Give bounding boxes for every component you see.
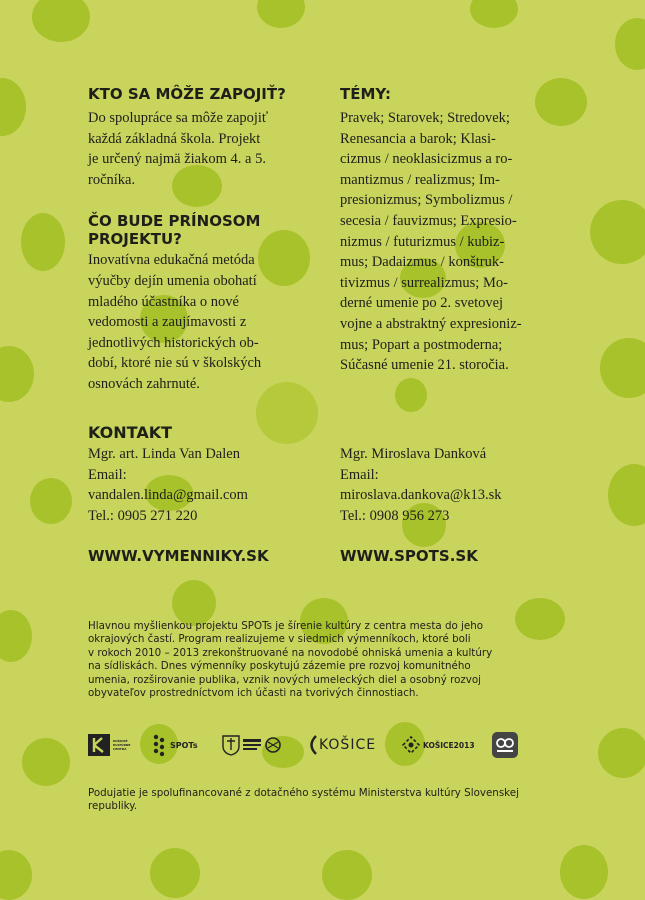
decor-dot xyxy=(257,0,305,28)
funding-note xyxy=(88,787,558,814)
contact-heading: KONTAKT xyxy=(88,423,173,442)
right-column xyxy=(340,85,558,376)
contact-email[interactable]: miroslava.dankova@k13.sk xyxy=(340,487,502,504)
kto-line: je určený najmä žiakom 4. a 5. xyxy=(88,151,266,168)
temy-line: tivizmus / surrealizmus; Mo- xyxy=(340,274,508,291)
funding-line: Podujatie je spolufinancované z dotačného systému Ministerstva kultúry Slovenskej xyxy=(88,787,519,799)
prinos-line: dobí, ktoré nie sú v školských xyxy=(88,355,262,372)
decor-dot xyxy=(470,0,518,28)
k13-logo-icon xyxy=(88,734,110,756)
about-line: Hlavnou myšlienkou projektu SPOTs je šírenie kultúry z centra mesta do jeho xyxy=(88,620,484,632)
kto-line: ročníka. xyxy=(88,171,136,188)
left-column xyxy=(88,85,306,395)
kosice2013-logo xyxy=(401,731,475,759)
kosice-coat-of-arms-icon xyxy=(221,733,287,757)
temy-line: nizmus / futurizmus / kubiz- xyxy=(340,233,505,250)
go-kosice-logo xyxy=(492,731,518,759)
kto-line: Do spolupráce sa môže zapojiť xyxy=(88,110,269,126)
about-paragraph xyxy=(88,620,558,700)
about-line: obyvateľov prostredníctvom ich účasti na tvorivých činnostiach. xyxy=(88,687,419,700)
spots-logo-text: SPOTs xyxy=(170,740,198,750)
contact-name: Mgr. Miroslava Danková xyxy=(340,446,487,462)
k13-logo-text: KOŠICKÉ KULTÚRNE CENTRÁ xyxy=(113,739,131,751)
prinos-line: vedomosti a zaujímavosti z xyxy=(88,314,247,331)
temy-line: mantizmus / realizmus; Im- xyxy=(340,171,500,188)
decor-dot xyxy=(600,338,645,398)
about-line: v rokoch 2010 – 2013 zrekonštruované na novodobé ohniská umenia a kultúry xyxy=(88,646,493,659)
prinos-line: mladého účastníka o nové xyxy=(88,293,239,310)
kosice-coat-of-arms-logo xyxy=(221,731,287,759)
prinos-line: osnovách zahrnuté. xyxy=(88,375,200,392)
contact-left xyxy=(88,444,328,526)
contact-phone[interactable]: Tel.: 0905 271 220 xyxy=(88,507,198,524)
about-line: umenia, rozširovanie publika, vznik nových umeleckých diel a osobný rozvoj xyxy=(88,673,482,686)
decor-dot xyxy=(0,78,26,136)
decor-dot xyxy=(322,850,372,900)
temy-line: presionizmus; Symbolizmus / xyxy=(340,192,513,209)
decor-dot xyxy=(615,18,645,70)
prinos-line: Inovatívna edukačná metóda xyxy=(88,252,255,269)
temy-line: derné umenie po 2. svetovej xyxy=(340,295,504,312)
spots-logo-icon xyxy=(152,733,166,757)
website-spots-link[interactable]: WWW.SPOTS.SK xyxy=(340,547,478,565)
prinos-line: výučby dejín umenia obohatí xyxy=(88,272,257,289)
kosice-logo-text: KOŠICE xyxy=(319,737,377,753)
prinos-line: jednotlivých historických ob- xyxy=(88,334,259,351)
spots-logo xyxy=(152,731,198,759)
prinos-heading: ČO BUDE PRÍNOSOM xyxy=(88,212,261,231)
go-kosice-logo-icon xyxy=(492,732,518,758)
temy-heading: TÉMY: xyxy=(340,85,391,103)
decor-dot xyxy=(30,478,72,524)
decor-dot xyxy=(0,610,32,662)
kosice2013-logo-icon xyxy=(401,735,421,755)
contact-name: Mgr. art. Linda Van Dalen xyxy=(88,446,240,462)
temy-line: mus; Popart a postmoderna; xyxy=(340,336,503,353)
k13-logo xyxy=(88,731,131,759)
contact-right xyxy=(340,444,580,526)
decor-dot xyxy=(32,0,90,42)
temy-line: mus; Dadaizmus / konštruk- xyxy=(340,254,504,271)
kosice-logo-icon xyxy=(306,735,318,755)
decor-dot xyxy=(560,845,608,899)
decor-dot xyxy=(21,213,65,271)
about-line: na sídliskách. Dnes výmenníky poskytujú zázemie pre rozvoj komunitného xyxy=(88,660,471,673)
funding-line: republiky. xyxy=(88,800,138,813)
temy-line: Renesancia a barok; Klasi- xyxy=(340,130,496,147)
kto-line: každá základná škola. Projekt xyxy=(88,130,261,147)
kosice-logo xyxy=(306,731,376,759)
contact-email[interactable]: vandalen.linda@gmail.com xyxy=(88,487,248,504)
kosice2013-logo-text: KOŠICE2013 xyxy=(423,740,475,750)
website-vymenniky-link[interactable]: WWW.VYMENNIKY.SK xyxy=(88,547,269,565)
decor-dot xyxy=(0,850,32,900)
temy-line: vojne a abstraktný expresioniz- xyxy=(340,315,522,332)
partner-logos xyxy=(88,731,558,759)
contact-phone[interactable]: Tel.: 0908 956 273 xyxy=(340,507,450,524)
decor-dot xyxy=(590,200,645,264)
temy-line: Súčasné umenie 21. storočia. xyxy=(340,357,509,374)
decor-dot xyxy=(608,464,645,526)
kto-heading: KTO SA MÔŽE ZAPOJIŤ? xyxy=(88,85,286,103)
decor-dot xyxy=(0,346,34,402)
contact-email-label: Email: xyxy=(340,466,379,483)
prinos-heading: PROJEKTU? xyxy=(88,230,182,249)
decor-dot xyxy=(598,728,645,778)
temy-line: secesia / fauvizmus; Expresio- xyxy=(340,212,517,229)
decor-dot xyxy=(150,848,200,898)
contact-email-label: Email: xyxy=(88,466,127,483)
about-line: okrajových častí. Program realizujeme v siedmich výmenníkoch, ktoré boli xyxy=(88,633,471,646)
decor-dot xyxy=(395,378,427,412)
decor-dot xyxy=(22,738,70,786)
temy-line: Pravek; Starovek; Stredovek; xyxy=(340,110,510,126)
temy-line: cizmus / neoklasicizmus a ro- xyxy=(340,151,513,168)
